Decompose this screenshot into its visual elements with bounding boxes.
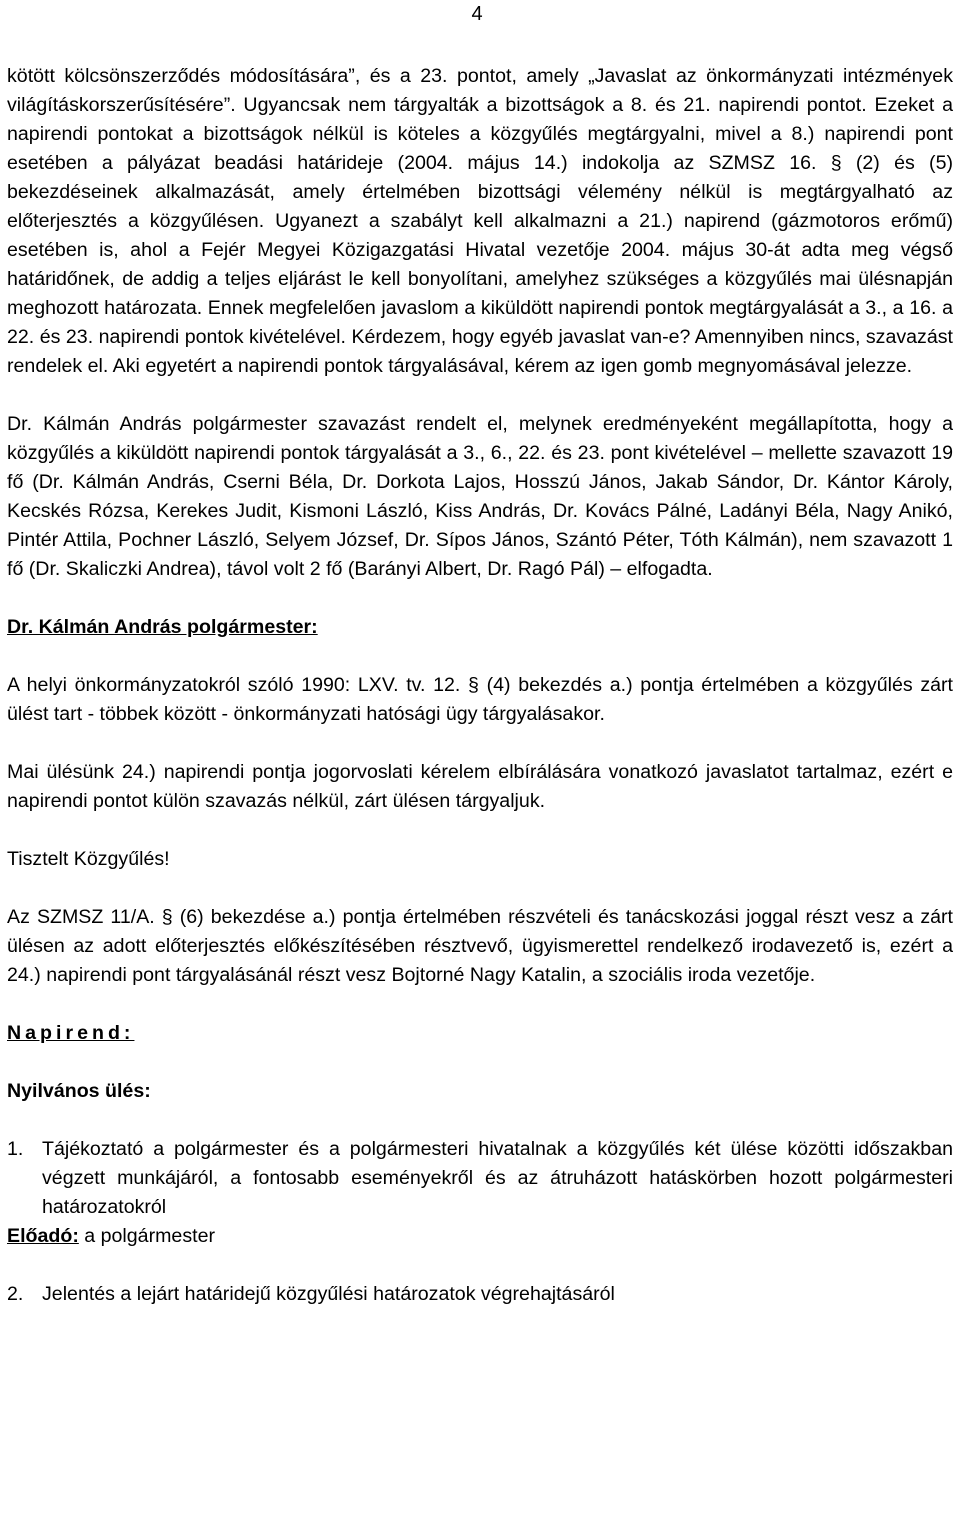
paragraph-item-24: Mai ülésünk 24.) napirendi pontja jogorvoslati kérelem elbírálására vonatkozó javaslatot tartalmaz, ezért e napirendi pontot külön szavazás nélkül, zárt ülésen tárgyaljuk.	[7, 761, 953, 812]
paragraph-closed-session-law: A helyi önkormányzatokról szóló 1990: LXV. tv. 12. § (4) bekezdés a.) pontja értelmében a közgyűlés zárt ülést tart - többek között - önkormányzati hatósági ügy tárgyalásakor.	[7, 674, 953, 725]
paragraph-agenda-intro: kötött kölcsönszerződés módosítására”, és a 23. pontot, amely „Javaslat az önkormányzati intézmények világításkorszerűsítésére”. Ugyancsak nem tárgyalták a bizottságok a 8. és 21. napirendi pontot. Ezeket a napirendi pontokat a bizottságok nélkül is köteles a közgyűlés megtárgyalni, mivel a 8.) napirendi pont esetében a pályázat beadási határideje (2004. május 14.) indokolja az SZMSZ 16. § (2) és (5) bekezdéseinek alkalmazását, amely értelmében bizottsági vélemény nélkül is megtárgyalható az előterjesztés a közgyűlésen. Ugyanezt a szabályt kell alkalmazni a 21.) napirend (gázmotoros erőmű) esetében is, ahol a Fejér Megyei Közigazgatási Hivatal vezetője 2004. május 30-át adta meg végső határidőnek, de addig a teljes eljárást le kell bonyolítani, amelyhez szükséges a közgyűlés mai ülésnapján meghozott határozata. Ennek megfelelően javaslom a kiküldött napirendi pontok megtárgyalását a 3., a 16. a 22. és 23. napirendi pontok kivételével. Kérdezem, hogy egyéb javaslat van-e? Amennyiben nincs, szavazást rendelek el. Aki egyetért a napirendi pontok tárgyalásával, kérem az igen gomb megnyomásával jelezze.	[7, 65, 953, 377]
agenda-item	[7, 1135, 953, 1222]
agenda-item	[7, 1280, 953, 1309]
agenda-item-number: 2.	[7, 1283, 24, 1305]
agenda-item-text: Jelentés a lejárt határidejű közgyűlési határozatok végrehajtásáról	[42, 1283, 615, 1305]
paragraph-szmsz-participation: Az SZMSZ 11/A. § (6) bekezdése a.) pontja értelmében részvételi és tanácskozási joggal részt vesz a zárt ülésen az adott előterjesztés előkészítésében résztvevő, ügyismerettel rendelkező irodavezető is, ezért a 24.) napirendi pont tárgyalásánál részt vesz Bojtorné Nagy Katalin, a szociális iroda vezetője.	[7, 906, 953, 986]
salutation: Tisztelt Közgyűlés!	[7, 848, 170, 870]
speaker-heading: Dr. Kálmán András polgármester:	[7, 616, 318, 638]
presenter-label: Előadó:	[7, 1225, 79, 1247]
session-heading: Nyilvános ülés:	[7, 1080, 151, 1102]
paragraph-vote-result: Dr. Kálmán András polgármester szavazást rendelt el, melynek eredményeként megállapította, hogy a közgyűlés a kiküldött napirendi pontok tárgyalását a 3., 6., 22. és 23. pont kivételével ‒ mellette szavazott 19 fő (Dr. Kálmán András, Cserni Béla, Dr. Dorkota Lajos, Hosszú János, Jakab Sándor, Dr. Kántor Károly, Kecskés Rózsa, Kerekes Judit, Kismoni László, Kiss András, Dr. Kovács Pálné, Ladányi Béla, Nagy Anikó, Pintér Attila, Pochner László, Selyem József, Dr. Sípos János, Szántó Péter, Tóth Kálmán), nem szavazott 1 fő (Dr. Skaliczki Andrea), távol volt 2 fő (Barányi Albert, Dr. Ragó Pál) ‒ elfogadta.	[7, 413, 953, 580]
agenda-item-text: Tájékoztató a polgármester és a polgármesteri hivatalnak a közgyűlés két ülése közötti időszakban végzett munkájáról, a fontosabb eseményekről és az átruházott hatáskörben hozott polgármesteri határozatokról	[42, 1138, 953, 1218]
presenter-line	[7, 1222, 953, 1251]
agenda-item-number: 1.	[7, 1138, 24, 1160]
napirend-heading: Napirend:	[7, 1022, 135, 1044]
document-body	[7, 62, 953, 1309]
page-number: 4	[471, 3, 483, 25]
presenter-value: a polgármester	[84, 1225, 215, 1247]
